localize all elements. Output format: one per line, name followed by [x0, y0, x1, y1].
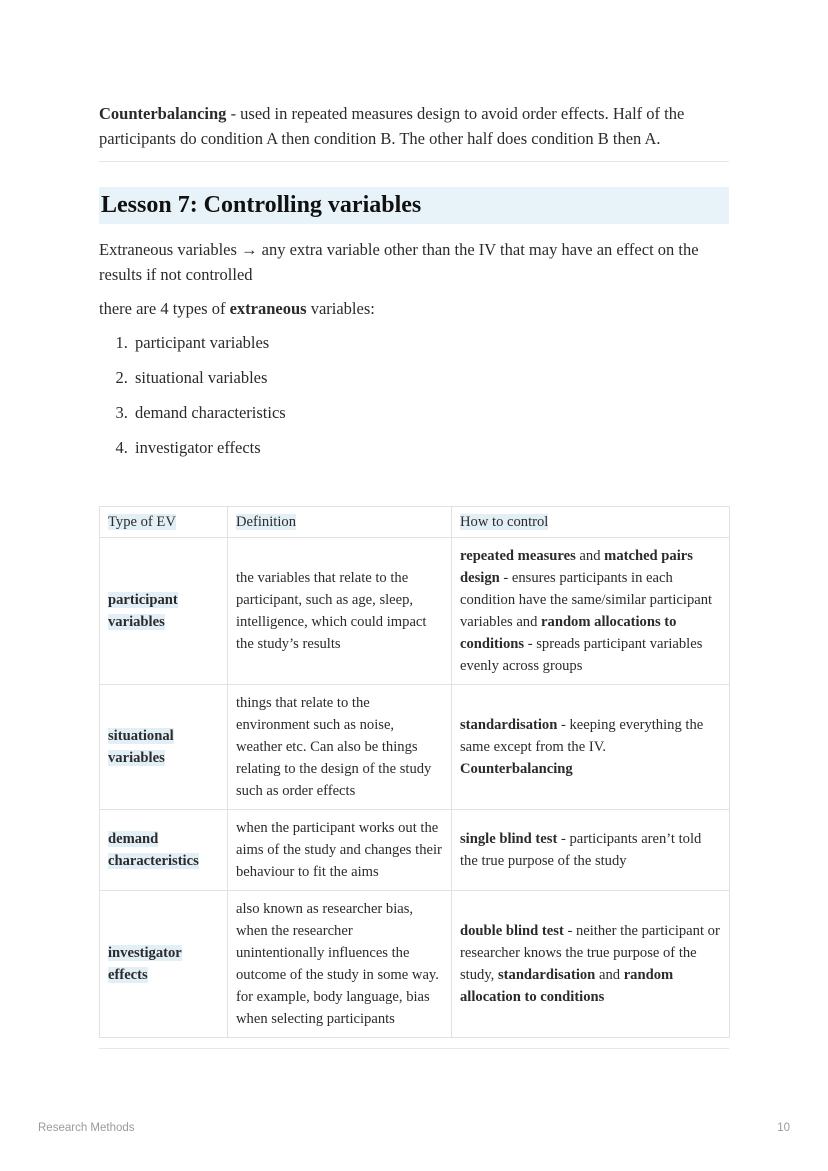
types-intro-paragraph: there are 4 types of extraneous variables: [99, 299, 375, 318]
cell-type: demand characteristics [100, 810, 228, 891]
table-row [100, 538, 730, 685]
table-header-row [100, 507, 730, 538]
list-item: 3. demand characteristics [132, 400, 729, 425]
counterbalancing-paragraph: Counterbalancing - used in repeated measures design to avoid order effects. Half of the participants do condition A then condition B. The other half does condition B then A. [99, 104, 685, 148]
cell-type: investigator effects [100, 891, 228, 1038]
column-header-type: Type of EV [100, 507, 228, 538]
list-item: 1. participant variables [132, 330, 729, 355]
cell-type: situational variables [100, 685, 228, 810]
section-divider [99, 161, 729, 162]
lesson-heading-banner [99, 187, 729, 224]
footer-page-number: 10 [777, 1122, 790, 1134]
table-row [100, 810, 730, 891]
ev-table [99, 506, 730, 1038]
lesson-heading: Lesson 7: Controlling variables [101, 192, 422, 218]
extraneous-definition-paragraph: Extraneous variables → any extra variable other than the IV that may have an effect on the results if not controlled [99, 240, 699, 284]
page-footer [38, 1122, 790, 1134]
page-content [99, 0, 729, 1049]
cell-control: repeated measures and matched pairs design - ensures participants in each condition have the same/similar participant variables and random allocations to conditions - spreads participant variables evenly across groups [452, 538, 730, 685]
cell-definition: also known as researcher bias, when the researcher unintentionally influences the outcome of the study in some way. for example, body language, bias when selecting participants [228, 891, 452, 1038]
cell-definition: the variables that relate to the participant, such as age, sleep, intelligence, which could impact the study’s results [228, 538, 452, 685]
footer-document-title: Research Methods [38, 1122, 135, 1134]
bottom-divider [99, 1048, 729, 1049]
list-item: 4. investigator effects [132, 435, 729, 460]
list-item: 2. situational variables [132, 365, 729, 390]
table-row [100, 891, 730, 1038]
cell-control: single blind test - participants aren’t told the true purpose of the study [452, 810, 730, 891]
cell-definition: when the participant works out the aims of the study and changes their behaviour to fit the aims [228, 810, 452, 891]
column-header-definition: Definition [228, 507, 452, 538]
table-row [100, 685, 730, 810]
cell-control: standardisation - keeping everything the same except from the IV. Counterbalancing [452, 685, 730, 810]
cell-type: participant variables [100, 538, 228, 685]
ev-types-list [99, 330, 729, 460]
cell-definition: things that relate to the environment such as noise, weather etc. Can also be things relating to the design of the study such as order effects [228, 685, 452, 810]
cell-control: double blind test - neither the participant or researcher knows the true purpose of the study, standardisation and random allocation to conditions [452, 891, 730, 1038]
column-header-control: How to control [452, 507, 730, 538]
